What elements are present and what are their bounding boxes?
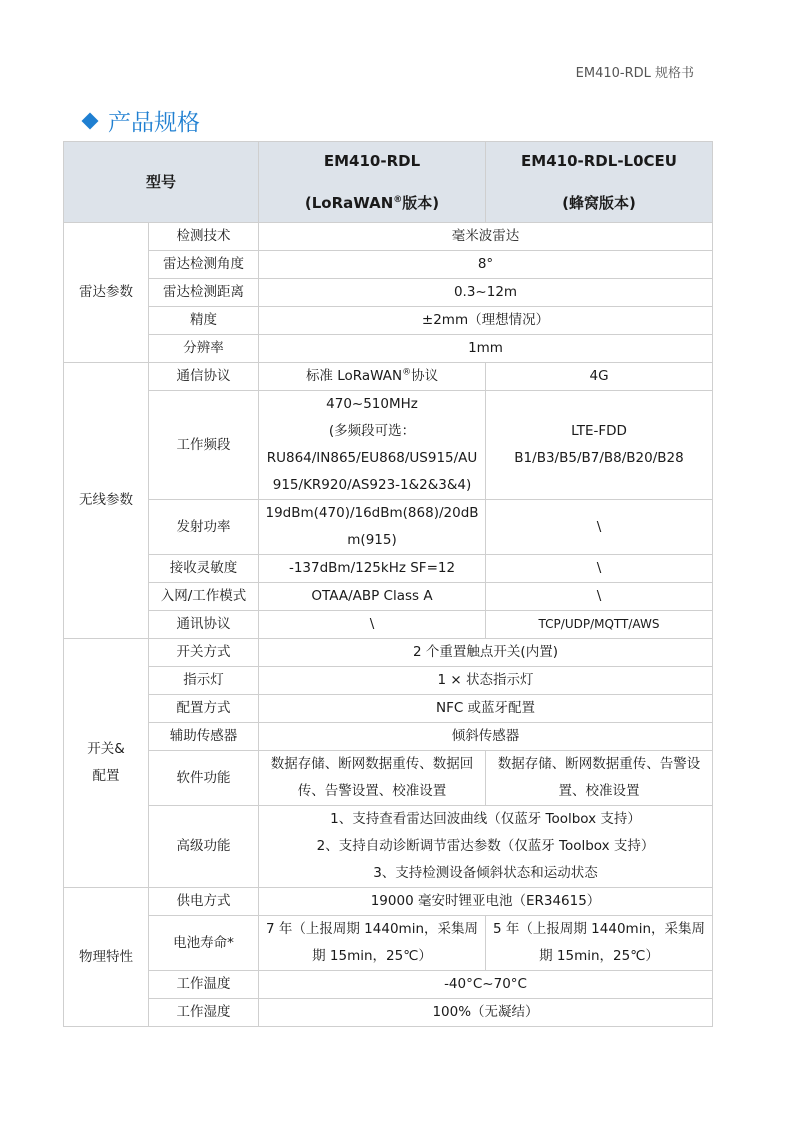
row-label: 雷达检测距离 bbox=[149, 279, 259, 307]
table-row bbox=[64, 363, 713, 391]
model-name-cellular: EM410-RDL-L0CEU bbox=[521, 152, 677, 170]
row-value: 毫米波雷达 bbox=[259, 223, 713, 251]
model-sub-cellular: (蜂窝版本) bbox=[562, 194, 636, 212]
table-row bbox=[64, 335, 713, 363]
section-title-text: 产品规格 bbox=[108, 110, 200, 136]
document-header-title: EM410-RDL 规格书 bbox=[575, 66, 694, 81]
table-header-row bbox=[64, 142, 713, 223]
row-value: 倾斜传感器 bbox=[259, 723, 713, 751]
row-value: 1 × 状态指示灯 bbox=[259, 667, 713, 695]
row-label: 通信协议 bbox=[149, 363, 259, 391]
table-row bbox=[64, 667, 713, 695]
table-row bbox=[64, 971, 713, 999]
row-value: 0.3~12m bbox=[259, 279, 713, 307]
row-value-lorawan: \ bbox=[259, 611, 486, 639]
spec-table bbox=[63, 141, 713, 1027]
row-label: 通讯协议 bbox=[149, 611, 259, 639]
row-value-lorawan: 7 年（上报周期 1440min，采集周期 15min，25℃） bbox=[259, 916, 486, 971]
model-column-cellular bbox=[486, 142, 713, 223]
row-label: 配置方式 bbox=[149, 695, 259, 723]
row-label: 开关方式 bbox=[149, 639, 259, 667]
row-label: 供电方式 bbox=[149, 888, 259, 916]
table-row bbox=[64, 695, 713, 723]
model-column-lorawan bbox=[259, 142, 486, 223]
category-switch-config: 开关& 配置 bbox=[64, 639, 149, 888]
row-value-cellular: \ bbox=[486, 583, 713, 611]
row-label: 工作频段 bbox=[149, 391, 259, 500]
row-label: 接收灵敏度 bbox=[149, 555, 259, 583]
table-row bbox=[64, 916, 713, 971]
table-row bbox=[64, 279, 713, 307]
row-value-lorawan: 470~510MHz (多频段可选： RU864/IN865/EU868/US915/AU915/KR920/AS923-1&2&3&4) bbox=[259, 391, 486, 500]
row-label: 检测技术 bbox=[149, 223, 259, 251]
row-label: 软件功能 bbox=[149, 751, 259, 806]
row-label: 入网/工作模式 bbox=[149, 583, 259, 611]
row-label: 指示灯 bbox=[149, 667, 259, 695]
row-value: 1mm bbox=[259, 335, 713, 363]
row-value: 8° bbox=[259, 251, 713, 279]
table-row bbox=[64, 555, 713, 583]
table-row bbox=[64, 223, 713, 251]
row-value-lorawan: 标准 LoRaWAN®协议 bbox=[259, 363, 486, 391]
table-row bbox=[64, 639, 713, 667]
category-physical: 物理特性 bbox=[64, 888, 149, 1027]
table-row bbox=[64, 806, 713, 888]
row-value: ±2mm（理想情况） bbox=[259, 307, 713, 335]
row-value-cellular: \ bbox=[486, 500, 713, 555]
table-row bbox=[64, 888, 713, 916]
table-row bbox=[64, 307, 713, 335]
row-label: 雷达检测角度 bbox=[149, 251, 259, 279]
row-value-lorawan: 19dBm(470)/16dBm(868)/20dBm(915) bbox=[259, 500, 486, 555]
row-label: 发射功率 bbox=[149, 500, 259, 555]
table-row bbox=[64, 999, 713, 1027]
model-label: 型号 bbox=[64, 142, 259, 223]
row-value: NFC 或蓝牙配置 bbox=[259, 695, 713, 723]
category-radar: 雷达参数 bbox=[64, 223, 149, 363]
category-wireless: 无线参数 bbox=[64, 363, 149, 639]
table-row bbox=[64, 251, 713, 279]
section-heading bbox=[80, 104, 200, 137]
row-value: 100%（无凝结） bbox=[259, 999, 713, 1027]
model-name-lorawan: EM410-RDL bbox=[323, 152, 421, 170]
table-row bbox=[64, 500, 713, 555]
row-label: 电池寿命* bbox=[149, 916, 259, 971]
row-label: 工作湿度 bbox=[149, 999, 259, 1027]
table-row bbox=[64, 751, 713, 806]
row-label: 精度 bbox=[149, 307, 259, 335]
row-value-cellular: 4G bbox=[486, 363, 713, 391]
row-label: 分辨率 bbox=[149, 335, 259, 363]
row-label: 高级功能 bbox=[149, 806, 259, 888]
row-label: 工作温度 bbox=[149, 971, 259, 999]
row-value-lorawan: -137dBm/125kHz SF=12 bbox=[259, 555, 486, 583]
row-value-lorawan: 数据存储、断网数据重传、数据回传、告警设置、校准设置 bbox=[259, 751, 486, 806]
row-value: 1、支持查看雷达回波曲线（仅蓝牙 Toolbox 支持） 2、支持自动诊断调节雷达参数（仅蓝牙 Toolbox 支持） 3、支持检测设备倾斜状态和运动状态 bbox=[259, 806, 713, 888]
row-value-cellular: 数据存储、断网数据重传、告警设置、校准设置 bbox=[486, 751, 713, 806]
row-value-lorawan: OTAA/ABP Class A bbox=[259, 583, 486, 611]
row-value: 2 个重置触点开关(内置) bbox=[259, 639, 713, 667]
row-value-cellular: \ bbox=[486, 555, 713, 583]
table-row bbox=[64, 611, 713, 639]
row-value-cellular: LTE-FDD B1/B3/B5/B7/B8/B20/B28 bbox=[486, 391, 713, 500]
table-row bbox=[64, 583, 713, 611]
diamond-bullet-icon bbox=[82, 112, 99, 129]
model-sub-lorawan: (LoRaWAN®版本) bbox=[304, 194, 440, 212]
table-row bbox=[64, 391, 713, 500]
row-value: 19000 毫安时锂亚电池（ER34615） bbox=[259, 888, 713, 916]
row-value-cellular: TCP/UDP/MQTT/AWS bbox=[486, 611, 713, 639]
row-label: 辅助传感器 bbox=[149, 723, 259, 751]
row-value-cellular: 5 年（上报周期 1440min，采集周期 15min，25℃） bbox=[486, 916, 713, 971]
row-value: -40°C~70°C bbox=[259, 971, 713, 999]
table-row bbox=[64, 723, 713, 751]
